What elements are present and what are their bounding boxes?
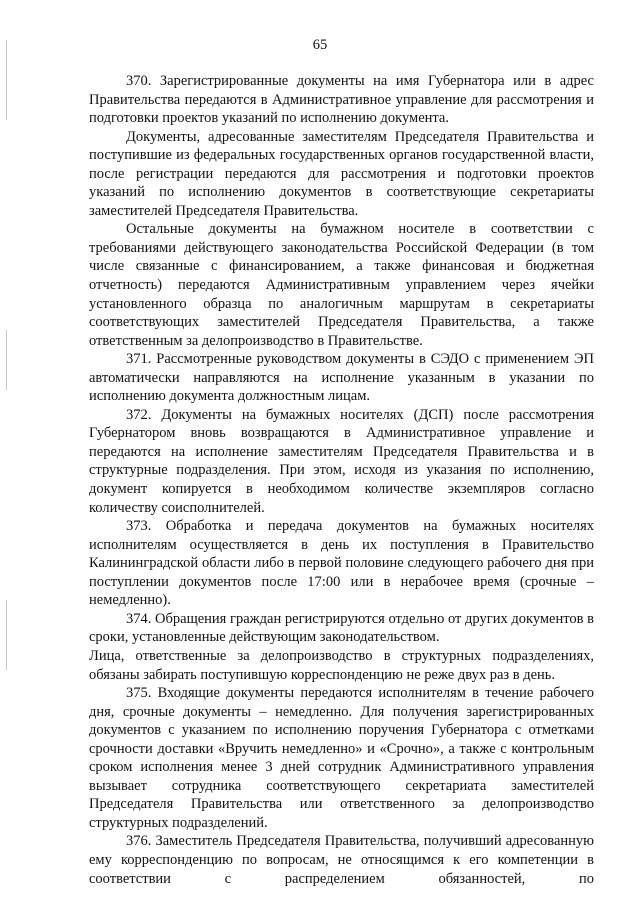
paragraph-370-other-docs: Остальные документы на бумажном носителе в соответствии с требованиями действующего законодательства Российской Федерации (в том числе связанные с финансированием, а также финансовая и бюджетная отчетность) передаются Административным управлением через ячейки установленного образца по аналогичным маршрутам в секретариаты соответствующих заместителей Председателя Правительства, а также ответственным за делопроизводство в Правительстве. — [89, 221, 594, 349]
page-number: 65 — [312, 37, 328, 53]
paragraph-374-responsible: Лица, ответственные за делопроизводство в структурных подразделениях, обязаны забирать поступившую корреспонденцию не реже двух раз в день. — [89, 647, 594, 683]
paragraph-373: 373. Обработка и передача документов на бумажных носителях исполнителям осуществляется в день их поступления в Правительство Калининградской области либо в первой половине следующего рабочего дня при поступлении документов после 17:00 или в нерабочее время (срочные – немедленно). — [89, 518, 594, 609]
paragraph-375: 375. Входящие документы передаются исполнителям в течение рабочего дня, срочные документы – немедленно. Для получения зарегистрированных документов с указанием по исполнению поручения Губернатора с отметками срочности доставки «Вручить немедленно» и «Срочно», а также с контрольным сроком исполнения менее 3 дней сотрудник Административного управления вызывает сотрудника соответствующего секретариата заместителей Председателя Правительства или ответственного за делопроизводство структурных подразделений. — [89, 685, 594, 831]
paragraph-370: 370. Зарегистрированные документы на имя Губернатора или в адрес Правительства передаются в Административное управление для рассмотрения и подготовки проектов указаний по исполнению документа. — [89, 73, 594, 127]
paragraph-370-deputies: Документы, адресованные заместителям Председателя Правительства и поступившие из федеральных государственных органов государственной власти, после регистрации передаются для рассмотрения и подготовки проектов указаний по исполнению документов в соответствующие секретариаты заместителей Председателя Правительства. — [89, 128, 594, 219]
paragraph-371: 371. Рассмотренные руководством документы в СЭДО с применением ЭП автоматически направляются на исполнение указанным в указании по исполнению документа должностным лицам. — [89, 351, 594, 405]
scan-edge-mark — [6, 330, 7, 390]
body-text — [89, 72, 594, 888]
paragraph-376: 376. Заместитель Председателя Правительства, получивший адресованную ему корреспонденцию по вопросам, не относящимся к его компетенции в соответствии с распределением обязанностей, по — [89, 833, 594, 887]
paragraph-374: 374. Обращения граждан регистрируются отдельно от других документов в сроки, установленные действующим законодательством. — [89, 610, 594, 646]
scan-edge-mark — [6, 600, 7, 670]
paragraph-372: 372. Документы на бумажных носителях (ДСП) после рассмотрения Губернатором вновь возвращаются в Административное управление и передаются на исполнение заместителям Председателя Правительства и в структурные подразделения. При этом, исходя из указания по исполнению, документ копируется в необходимом количестве экземпляров согласно количеству соисполнителей. — [89, 406, 594, 516]
